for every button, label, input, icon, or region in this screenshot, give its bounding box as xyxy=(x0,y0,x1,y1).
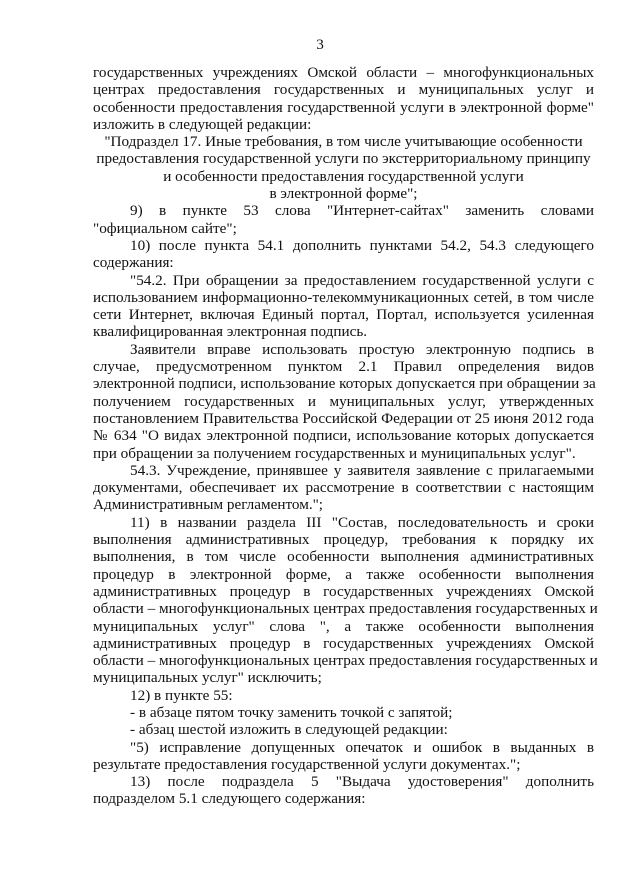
text-line: - абзац шестой изложить в следующей редакции: xyxy=(130,721,448,739)
text-line: случае, предусмотренном пунктом 2.1 Правил определения видов xyxy=(93,358,594,376)
text-line: 54.3. Учреждение, принявшее у заявителя заявление с прилагаемыми xyxy=(130,461,594,479)
text-line: "54.2. При обращении за предоставлением государственной услуги с xyxy=(130,271,594,289)
page-number: 3 xyxy=(316,36,324,53)
text-line: выполнения, в том числе особенности выполнения административных xyxy=(93,548,594,566)
text-line: результате предоставления государственной услуги документах."; xyxy=(93,755,521,773)
text-line: муниципальных услуг" исключить; xyxy=(93,669,322,687)
text-line: предоставления государственной услуги по экстерриториальному принципу xyxy=(96,150,591,168)
text-line: электронной подписи, использование которых допускается при обращении за xyxy=(93,375,596,393)
text-line: квалифицированная электронная подпись. xyxy=(93,323,368,341)
text-line: государственных учреждениях Омской области – многофункциональных xyxy=(93,64,594,81)
text-line: при обращении за получением государственных и муниципальных услуг". xyxy=(93,444,576,462)
text-line: "5) исправление допущенных опечаток и ошибок в выданных в xyxy=(130,738,594,756)
text-line: административных процедур в государственных учреждениях Омской xyxy=(93,634,594,652)
text-line: № 634 "О видах электронной подписи, использование которых допускается xyxy=(93,427,594,445)
text-line: документами, обеспечивает их рассмотрение в соответствии с настоящим xyxy=(93,479,594,497)
text-line: 11) в названии раздела III "Состав, последовательность и сроки xyxy=(130,513,594,531)
text-line: особенности предоставления государственной услуги в электронной форме" xyxy=(93,98,594,116)
text-line: содержания: xyxy=(93,254,174,272)
text-line: получением государственных и муниципальных услуг, утвержденных xyxy=(93,392,594,410)
text-line: 12) в пункте 55: xyxy=(130,686,233,704)
text-line: "официальном сайте"; xyxy=(93,219,237,237)
text-line: центрах предоставления государственных и муниципальных услуг и xyxy=(93,81,594,99)
text-line: сети Интернет, включая Единый портал, Портал, используется усиленная xyxy=(93,306,594,324)
text-line: административных процедур в государственных учреждениях Омской xyxy=(93,582,594,600)
text-line: "Подраздел 17. Иные требования, в том числе учитывающие особенности xyxy=(104,133,583,151)
text-line: использованием информационно-телекоммуникационных сетей, в том числе xyxy=(93,288,594,306)
text-line: муниципальных услуг" слова ", а также особенности выполнения xyxy=(93,617,594,635)
text-line: области – многофункциональных центрах предоставления государственных и xyxy=(93,652,598,670)
text-line: Заявители вправе использовать простую электронную подпись в xyxy=(130,340,594,358)
text-line: Административным регламентом."; xyxy=(93,496,324,514)
text-line: в электронной форме"; xyxy=(269,185,418,203)
text-line: 13) после подраздела 5 "Выдача удостоверения" дополнить xyxy=(130,773,594,791)
text-line: постановлением Правительства Российской Федерации от 25 июня 2012 года xyxy=(93,409,594,427)
text-line: - в абзаце пятом точку заменить точкой с запятой; xyxy=(130,703,453,721)
document-body xyxy=(93,64,598,808)
text-line: области – многофункциональных центрах предоставления государственных и xyxy=(93,600,598,618)
text-line: 9) в пункте 53 слова "Интернет-сайтах" заменить словами xyxy=(130,202,594,220)
text-line: выполнения административных процедур, требования к порядку их xyxy=(93,531,594,549)
text-line: процедур в электронной форме, а также особенности выполнения xyxy=(93,565,594,583)
text-line: изложить в следующей редакции: xyxy=(93,115,312,133)
text-line: 10) после пункта 54.1 дополнить пунктами 54.2, 54.3 следующего xyxy=(130,236,594,254)
text-line: подразделом 5.1 следующего содержания: xyxy=(93,790,366,808)
text-line: и особенности предоставления государственной услуги xyxy=(163,167,524,185)
